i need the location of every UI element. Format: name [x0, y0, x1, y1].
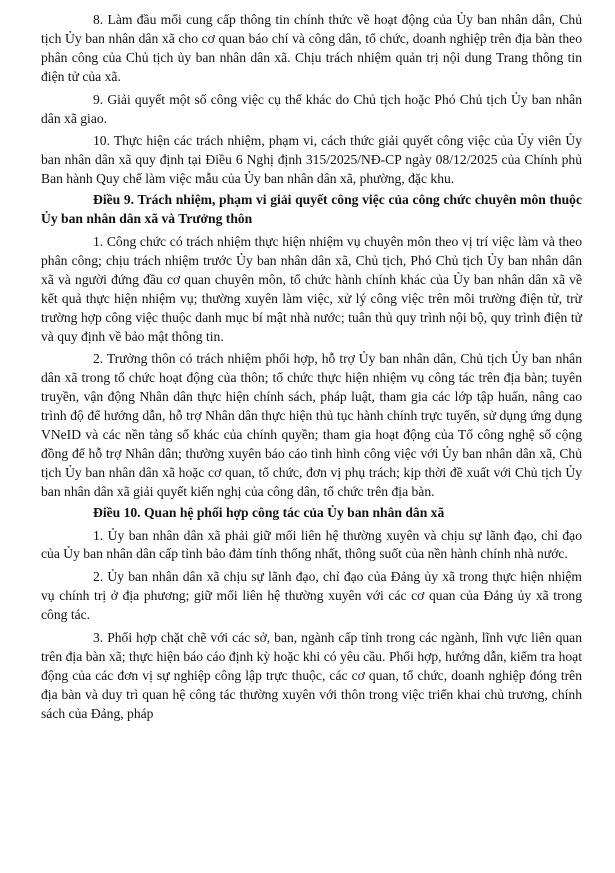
paragraph-item-9: 9. Giải quyết một số công việc cụ thể khác do Chủ tịch hoặc Phó Chủ tịch Ủy ban nhân dân xã giao.: [41, 91, 582, 126]
article-10-clause-3: 3. Phối hợp chặt chẽ với các sở, ban, ngành cấp tỉnh trong các ngành, lĩnh vực liên quan trên địa bàn xã; thực hiện báo cáo định kỳ hoặc khi có yêu cầu. Phối hợp, hướng dẫn, kiểm tra hoạt động của các đơn vị sự nghiệp công lập trực thuộc, các cơ quan, tổ chức, doanh nghiệp đóng trên địa bàn và duy trì quan hệ công tác thường xuyên với thôn trong việc triển khai chủ trương, chính sách của Đảng, pháp: [41, 630, 582, 721]
article-10-clause-1: 1. Ủy ban nhân dân xã phải giữ mối liên hệ thường xuyên và chịu sự lãnh đạo, chỉ đạo của Ủy ban nhân dân cấp tỉnh bảo đảm tính thống nhất, thông suốt của nền hành chính nhà nước.: [41, 527, 582, 562]
paragraph-item-8: 8. Làm đầu mối cung cấp thông tin chính thức về hoạt động của Ủy ban nhân dân, Chủ tịch Ủy ban nhân dân xã cho cơ quan báo chí và công dân, tổ chức, doanh nghiệp trên địa bàn theo phân công của Chủ tịch ủy ban nhân dân xã. Chịu trách nhiệm quản trị nội dung Trang thông tin điện tử của xã.: [41, 12, 582, 84]
article-9-clause-2: 2. Trưởng thôn có trách nhiệm phối hợp, hỗ trợ Ủy ban nhân dân, Chủ tịch Ủy ban nhân dân xã trong tổ chức hoạt động của thôn; tổ chức thực hiện nhiệm vụ công tác trên địa bàn; tuyên truyền, vận động Nhân dân thực hiện chính sách, pháp luật, tham gia các lớp tập huấn, nâng cao trình độ để hướng dẫn, hỗ trợ Nhân dân thực hiện thủ tục hành chính trực tuyến, sử dụng ứng dụng VNeID và các nền tảng số khác của chính quyền; tham gia hoạt động của Tổ công nghệ số cộng đồng để hỗ trợ Nhân dân; thường xuyên báo cáo tình hình công việc với Ủy ban nhân dân xã, Chủ tịch Ủy ban nhân dân xã hoặc cơ quan, tổ chức, đơn vị phụ trách; kịp thời đề xuất với Chủ tịch Ủy ban nhân dân xã giải quyết kiến nghị của công dân, tổ chức trên địa bàn.: [41, 351, 582, 499]
paragraph-item-10: 10. Thực hiện các trách nhiệm, phạm vi, cách thức giải quyết công việc của Ủy viên Ủy ban nhân dân xã quy định tại Điều 6 Nghị định 315/2025/NĐ-CP ngày 08/12/2025 của Chính phủ Ban hành Quy chế làm việc mẫu của Ủy ban nhân dân xã, phường, đặc khu.: [41, 133, 582, 187]
article-9-heading: Điều 9. Trách nhiệm, phạm vi giải quyết công việc của công chức chuyên môn thuộc Ủy ban nhân dân xã và Trưởng thôn: [41, 192, 582, 227]
article-9-clause-1: 1. Công chức có trách nhiệm thực hiện nhiệm vụ chuyên môn theo vị trí việc làm và theo phân công; chịu trách nhiệm trước Ủy ban nhân dân xã, Chủ tịch, Phó Chủ tịch Ủy ban nhân dân xã và người đứng đầu cơ quan chuyên môn, tổ chức hành chính khác của Ủy ban nhân dân xã về kết quả thực hiện nhiệm vụ; thường xuyên làm việc, xử lý công việc trên môi trường điện tử, trừ trường hợp công việc thuộc danh mục bí mật nhà nước; tuân thủ quy trình nội bộ, quy trình điện tử và quy định về bảo mật thông tin.: [41, 233, 582, 344]
article-10-heading: Điều 10. Quan hệ phối hợp công tác của Ủy ban nhân dân xã: [93, 504, 445, 520]
article-10-clause-2: 2. Ủy ban nhân dân xã chịu sự lãnh đạo, chỉ đạo của Đảng ủy xã trong thực hiện nhiệm vụ chính trị ở địa phương; giữ mối liên hệ thường xuyên với các cơ quan của Đảng ủy xã trong công tác.: [41, 569, 582, 623]
